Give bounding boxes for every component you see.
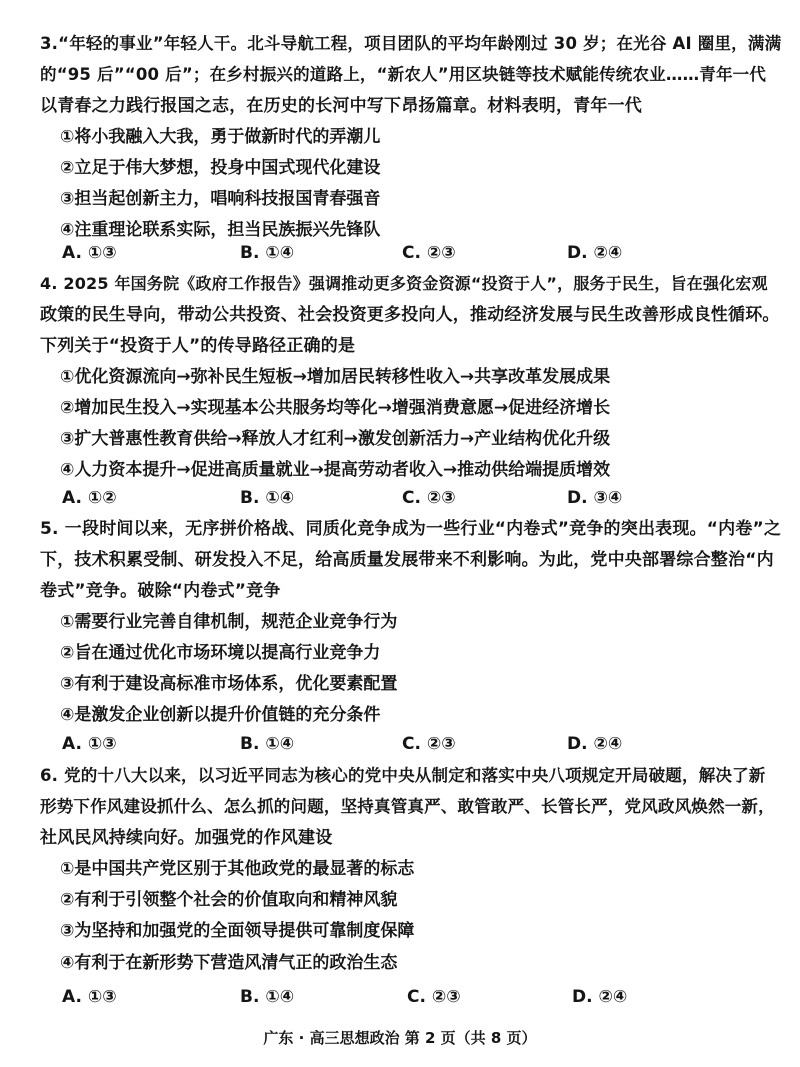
statement-option: ③有利于建设高标准市场体系，优化要素配置 xyxy=(60,674,398,694)
statement-option: ④有利于在新形势下营造风清气正的政治生态 xyxy=(60,953,398,973)
answer-choices xyxy=(62,242,762,264)
choice-d[interactable]: D. ②④ xyxy=(572,987,628,1007)
choice-b[interactable]: B. ①④ xyxy=(240,243,295,263)
choice-a[interactable]: A. ①③ xyxy=(62,243,117,263)
answer-choices xyxy=(62,733,762,755)
choice-a[interactable]: A. ①② xyxy=(62,488,117,508)
question-text-line: 形势下作风建设抓什么、怎么抓的问题，坚持真管真严、敢管敢严、长管长严，党风政风焕然一新， xyxy=(40,797,775,816)
choice-d[interactable]: D. ②④ xyxy=(567,243,623,263)
choice-b[interactable]: B. ①④ xyxy=(240,987,295,1007)
choice-d[interactable]: D. ③④ xyxy=(567,488,623,508)
statement-option: ②有利于引领整个社会的价值取向和精神风貌 xyxy=(60,890,398,910)
choice-a[interactable]: A. ①③ xyxy=(62,987,117,1007)
statement-option: ②增加民生投入→实现基本公共服务均等化→增强消费意愿→促进经济增长 xyxy=(60,398,611,418)
question-text-line: 4. 2025 年国务院《政府工作报告》强调推动更多资金资源“投资于人”，服务于民生，旨在强化宏观 xyxy=(40,274,768,293)
statement-option: ③为坚持和加强党的全面领导提供可靠制度保障 xyxy=(60,921,415,941)
answer-choices xyxy=(62,487,762,509)
statement-option: ③扩大普惠性教育供给→释放人才红利→激发创新活力→产业结构优化升级 xyxy=(60,429,611,449)
statement-option: ④注重理论联系实际，担当民族振兴先锋队 xyxy=(60,220,381,240)
choice-c[interactable]: C. ②③ xyxy=(402,488,456,508)
question-text-line: 5. 一段时间以来，无序拼价格战、同质化竞争成为一些行业“内卷式”竞争的突出表现。“内卷”之 xyxy=(40,519,782,539)
question-text-line: 3.“年轻的事业”年轻人干。北斗导航工程，项目团队的平均年龄刚过 30 岁；在光谷 AI 圈里，满满 xyxy=(40,34,782,53)
question-text-line: 6. 党的十八大以来，以习近平同志为核心的党中央从制定和落实中央八项规定开局破题，解决了新 xyxy=(40,766,766,785)
choice-b[interactable]: B. ①④ xyxy=(240,488,295,508)
statement-option: ④是激发企业创新以提升价值链的充分条件 xyxy=(60,705,381,725)
statement-option: ①将小我融入大我，勇于做新时代的弄潮儿 xyxy=(60,127,381,147)
choice-c[interactable]: C. ②③ xyxy=(402,243,456,263)
statement-option: ①是中国共产党区别于其他政党的最显著的标志 xyxy=(60,859,415,879)
question-text-line: 下，技术积累受制、研发投入不足，给高质量发展带来不利影响。为此，党中央部署综合整治“内 xyxy=(40,550,774,570)
question-text-line: 以青春之力践行报国之志，在历史的长河中写下昂扬篇章。材料表明，青年一代 xyxy=(40,96,642,116)
choice-d[interactable]: D. ②④ xyxy=(567,734,623,754)
choice-a[interactable]: A. ①③ xyxy=(62,734,117,754)
statement-option: ③担当起创新主力，唱响科技报国青春强音 xyxy=(60,189,381,209)
statement-option: ④人力资本提升→促进高质量就业→提高劳动者收入→推动供给端提质增效 xyxy=(60,460,611,480)
question-text-line: 下列关于“投资于人”的传导路径正确的是 xyxy=(40,336,356,356)
question-text-line: 政策的民生导向，带动公共投资、社会投资更多投向人，推动经济发展与民生改善形成良性循环。 xyxy=(40,305,780,325)
answer-choices xyxy=(62,986,762,1008)
statement-option: ②旨在通过优化市场环境以提高行业竞争力 xyxy=(60,643,381,663)
statement-option: ②立足于伟大梦想，投身中国式现代化建设 xyxy=(60,158,381,178)
statement-option: ①优化资源流向→弥补民生短板→增加居民转移性收入→共享改革发展成果 xyxy=(60,367,611,387)
question-text-line: 社风民风持续向好。加强党的作风建设 xyxy=(40,828,333,848)
page-footer: 广东 · 高三思想政治 第 2 页（共 8 页） xyxy=(263,1029,537,1047)
statement-option: ①需要行业完善自律机制，规范企业竞争行为 xyxy=(60,612,398,632)
question-text-line: 的“95 后”“00 后”；在乡村振兴的道路上，“新农人”用区块链等技术赋能传统农业……青年一代 xyxy=(40,65,767,84)
question-text-line: 卷式”竞争。破除“内卷式”竞争 xyxy=(40,581,281,601)
choice-b[interactable]: B. ①④ xyxy=(240,734,295,754)
choice-c[interactable]: C. ②③ xyxy=(402,734,456,754)
choice-c[interactable]: C. ②③ xyxy=(407,987,461,1007)
